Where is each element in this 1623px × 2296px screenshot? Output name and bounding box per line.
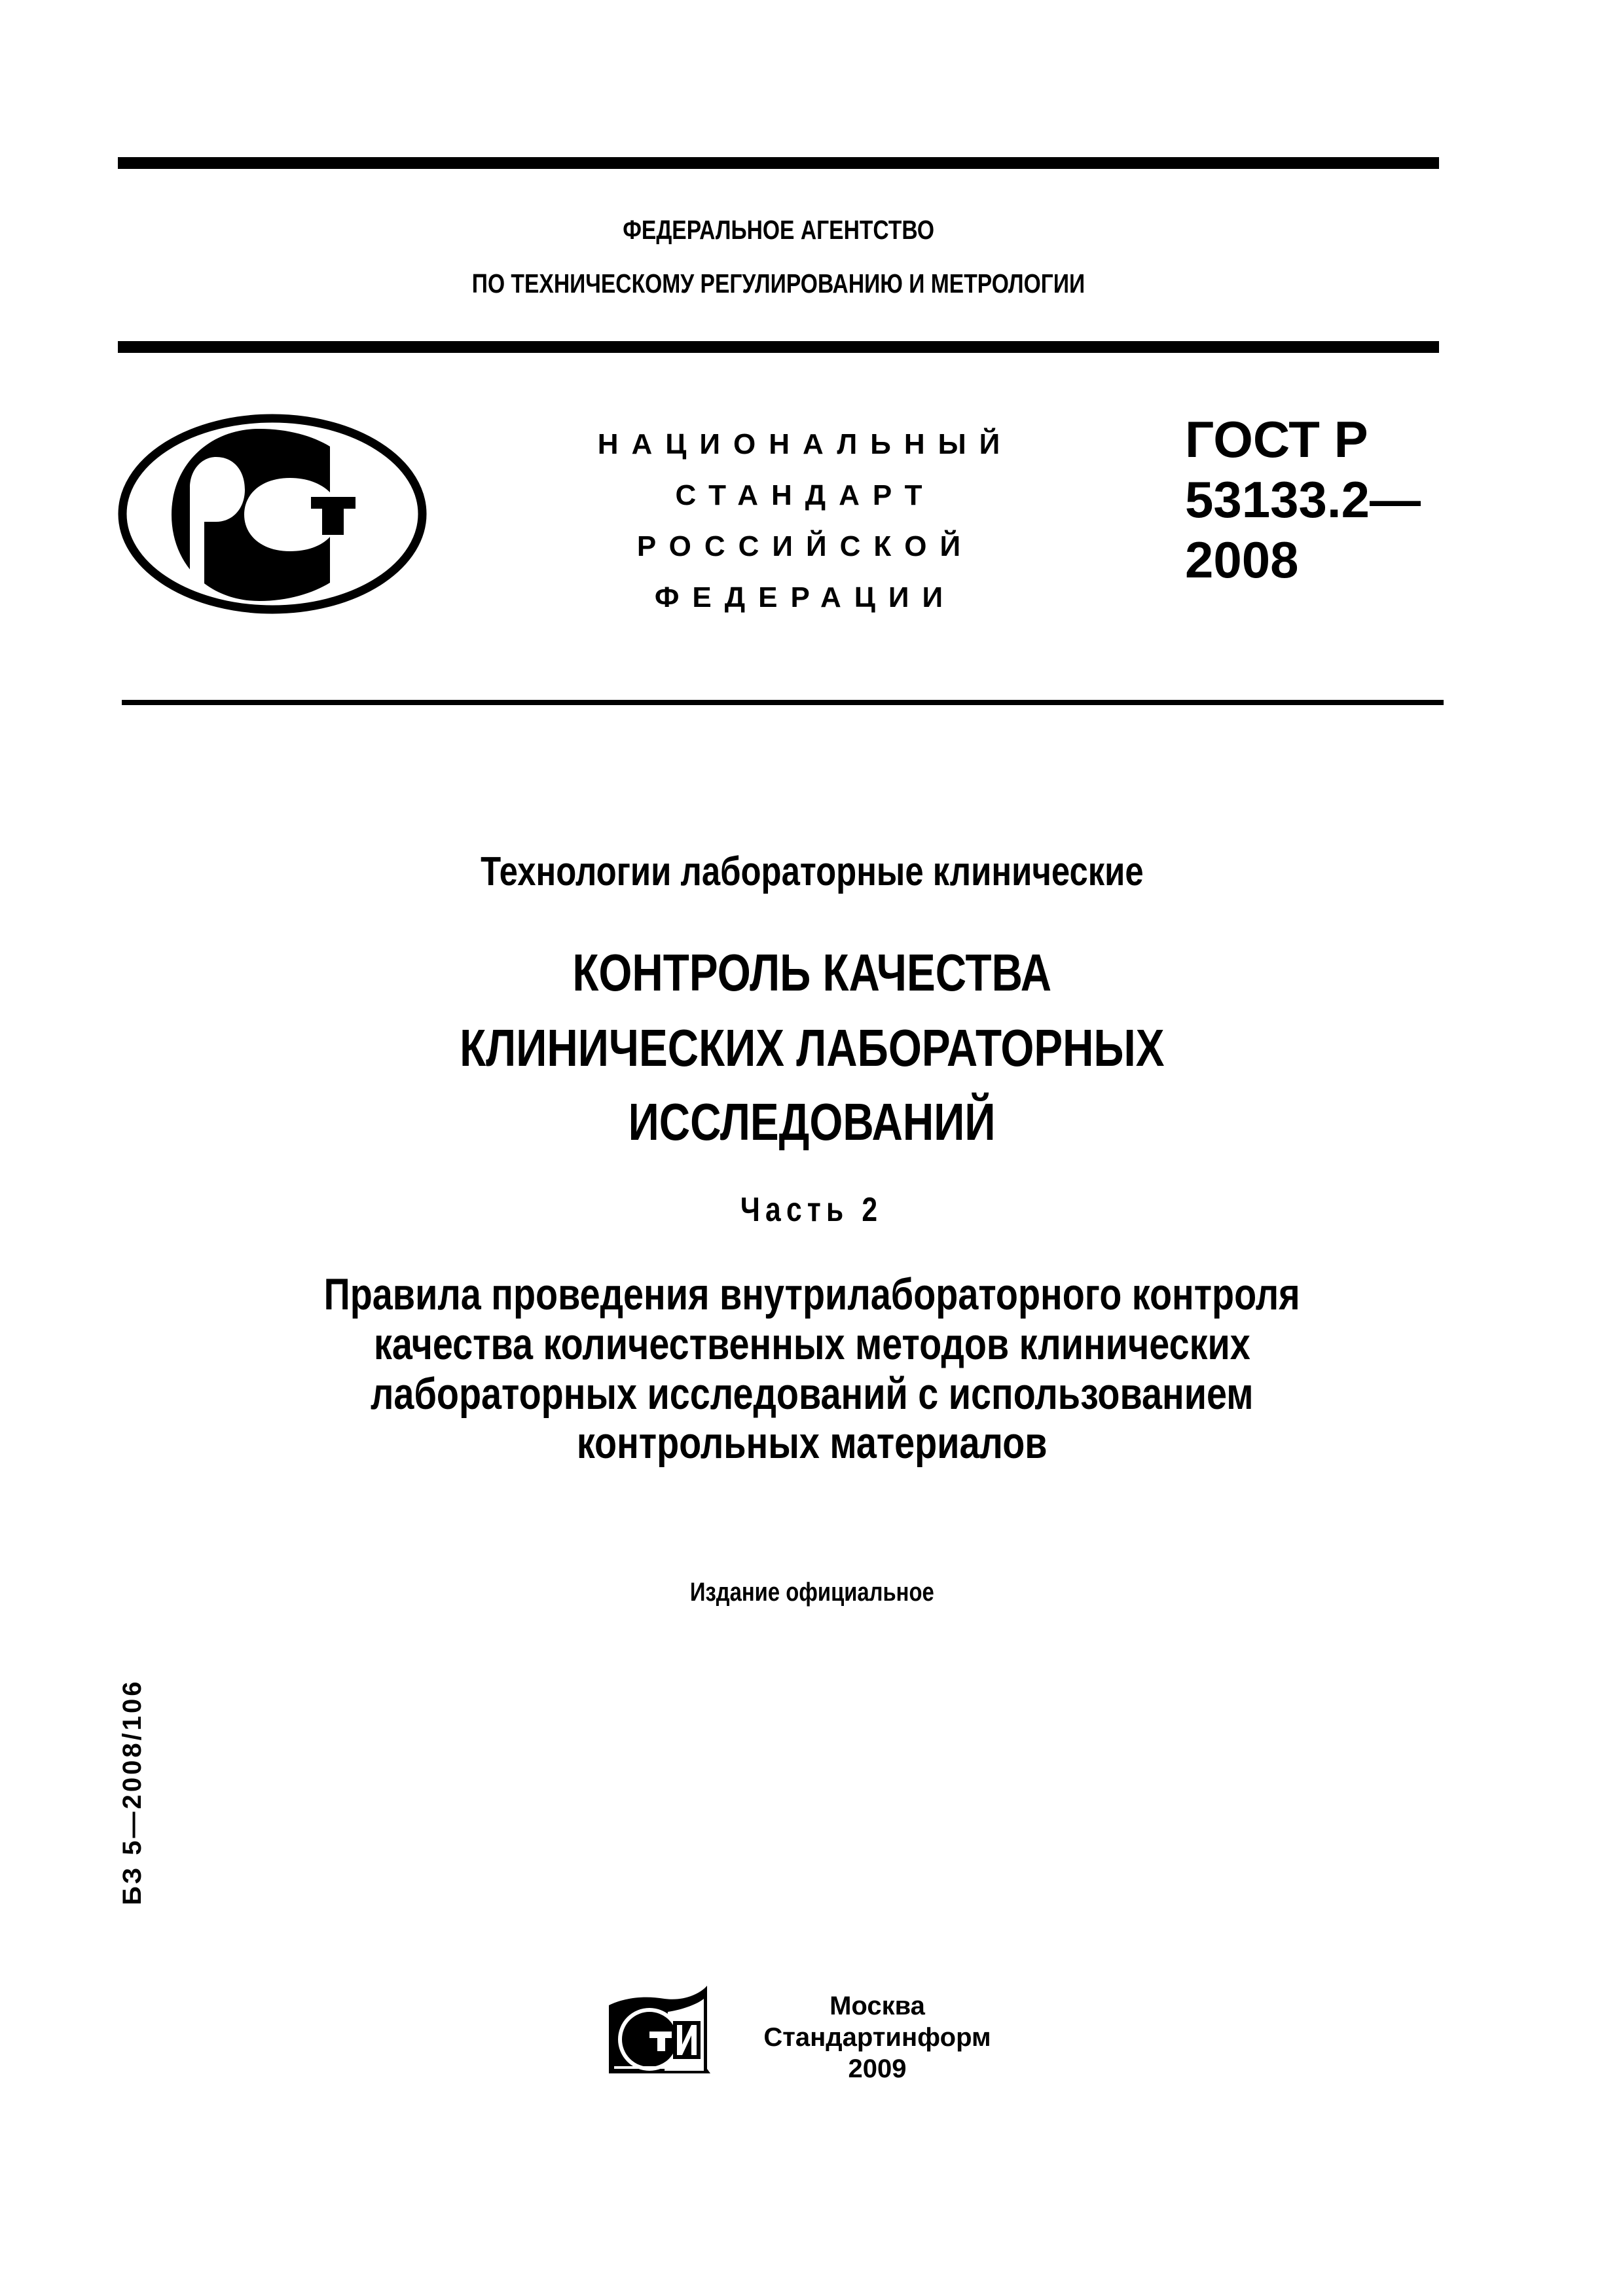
publisher-city: Москва bbox=[830, 1992, 925, 2020]
publisher-name: Стандартинформ bbox=[763, 2023, 991, 2052]
side-publication-code: БЗ 5—2008/106 bbox=[118, 1679, 147, 1905]
agency-heading-line-1: ФЕДЕРАЛЬНОЕ АГЕНТСТВО bbox=[623, 215, 934, 245]
header-bottom-rule bbox=[118, 341, 1439, 353]
national-standard-line: СТАНДАРТ bbox=[675, 479, 936, 511]
part-label: Часть 2 bbox=[740, 1191, 883, 1229]
gost-line: 2008 bbox=[1185, 531, 1299, 589]
main-title-line: ИССЛЕДОВАНИЙ bbox=[628, 1093, 996, 1151]
main-title-line: КОНТРОЛЬ КАЧЕСТВА bbox=[572, 943, 1051, 1002]
standartinform-logo-icon bbox=[602, 1980, 717, 2085]
gost-line: ГОСТ Р bbox=[1185, 410, 1368, 468]
publisher-imprint bbox=[746, 1990, 1008, 2085]
subtitle-line: контрольных материалов bbox=[576, 1418, 1048, 1468]
section-divider bbox=[122, 700, 1444, 705]
subtitle-line: лабораторных исследований с использованием bbox=[370, 1369, 1254, 1419]
category-title: Технологии лабораторные клинические bbox=[480, 849, 1144, 894]
subtitle-line: качества количественных методов клинических bbox=[373, 1319, 1250, 1369]
gost-designation bbox=[1185, 409, 1421, 590]
national-standard-line: РОССИЙСКОЙ bbox=[636, 530, 974, 562]
gost-line: 53133.2— bbox=[1185, 471, 1421, 528]
main-title-line: КЛИНИЧЕСКИХ ЛАБОРАТОРНЫХ bbox=[459, 1019, 1165, 1077]
national-standard-line: НАЦИОНАЛЬНЫЙ bbox=[597, 428, 1013, 460]
subtitle-line: Правила проведения внутрилабораторного контроля bbox=[323, 1269, 1300, 1319]
publisher-year: 2009 bbox=[848, 2054, 907, 2083]
top-rule bbox=[118, 157, 1439, 169]
edition-label: Издание официальное bbox=[689, 1578, 934, 1607]
agency-heading-line-2: ПО ТЕХНИЧЕСКОМУ РЕГУЛИРОВАНИЮ И МЕТРОЛОГИИ bbox=[471, 268, 1085, 299]
rst-certification-mark-icon bbox=[117, 412, 432, 615]
national-standard-line: ФЕДЕРАЦИИ bbox=[654, 581, 957, 613]
national-standard-label bbox=[589, 419, 1021, 623]
